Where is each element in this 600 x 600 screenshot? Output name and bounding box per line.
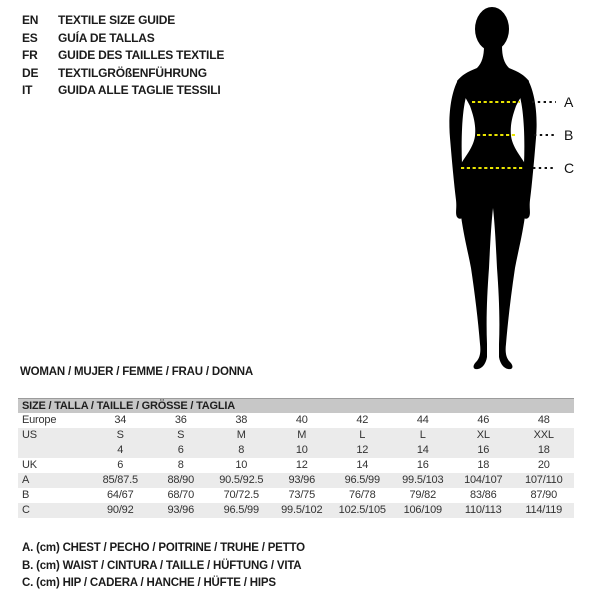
size-value: 110/113 [464, 504, 502, 516]
size-value: 12 [295, 459, 308, 471]
language-list [22, 12, 224, 100]
table-row-us [18, 428, 574, 443]
size-value: XXL [533, 429, 554, 441]
size-value: M [297, 429, 307, 441]
language-code: EN [22, 13, 39, 27]
size-value: S [116, 429, 124, 441]
size-value: 99.5/103 [402, 474, 444, 486]
size-value: 79/82 [409, 489, 437, 501]
language-label: TEXTILGRÖßENFÜHRUNG [58, 65, 207, 80]
language-label: GUIDA ALLE TAGLIE TESSILI [58, 83, 221, 97]
row-label: B [22, 489, 30, 501]
size-value: 10 [235, 459, 248, 471]
size-value: 44 [416, 414, 429, 426]
row-label: US [22, 429, 37, 441]
marker-label-a: A [564, 94, 574, 110]
size-value: 8 [238, 444, 245, 456]
marker-label-c: C [564, 160, 574, 176]
language-row-de [22, 65, 224, 83]
size-value: 16 [416, 459, 429, 471]
size-value: 88/90 [167, 474, 195, 486]
table-row-hip-c [18, 503, 574, 518]
size-chart-title: WOMAN / MUJER / FEMME / FRAU / DONNA [20, 366, 254, 378]
language-row-en [22, 12, 224, 30]
woman-silhouette-figure [420, 0, 600, 380]
size-value: 102.5/105 [338, 504, 386, 516]
size-value: 106/109 [403, 504, 442, 516]
size-value: 36 [174, 414, 187, 426]
size-value: XL [476, 429, 490, 441]
size-chart-header: SIZE / TALLA / TAILLE / GRÖSSE / TAGLIA [18, 398, 574, 413]
size-chart-table [18, 398, 574, 518]
row-label [18, 443, 90, 458]
language-row-es [22, 30, 224, 48]
size-value: 70/72.5 [223, 489, 259, 501]
size-value: L [359, 429, 366, 441]
marker-label-b: B [564, 127, 574, 143]
size-value: 34 [114, 414, 127, 426]
language-row-it [22, 82, 224, 100]
size-value: 96.5/99 [223, 504, 259, 516]
table-row-waist-b [18, 488, 574, 503]
row-label: Europe [22, 414, 57, 426]
size-value: 83/86 [469, 489, 497, 501]
size-value: 12 [356, 444, 369, 456]
row-label: A [22, 474, 30, 486]
size-value: 107/110 [524, 474, 563, 486]
size-value: 20 [537, 459, 550, 471]
legend-waist: B. (cm) WAIST / CINTURA / TAILLE / HÜFTUNG / VITA [22, 559, 302, 572]
size-value: 6 [177, 444, 184, 456]
table-row-europe [18, 413, 574, 428]
table-row-chest-a [18, 473, 574, 488]
size-value: 14 [356, 459, 369, 471]
size-value: 96.5/99 [344, 474, 380, 486]
size-value: M [236, 429, 246, 441]
size-value: 6 [117, 459, 124, 471]
legend-hip: C. (cm) HIP / CADERA / HANCHE / HÜFTE / HIPS [22, 577, 276, 589]
size-value: 18 [537, 444, 550, 456]
legend-chest: A. (cm) CHEST / PECHO / POITRINE / TRUHE / PETTO [22, 542, 305, 554]
size-value: 18 [477, 459, 490, 471]
language-code: IT [22, 83, 33, 97]
size-value: 73/75 [288, 489, 316, 501]
size-value: 93/96 [167, 504, 195, 516]
size-value: 87/90 [530, 489, 558, 501]
size-value: 38 [235, 414, 248, 426]
size-value: 16 [477, 444, 490, 456]
size-value: S [177, 429, 185, 441]
size-value: 10 [295, 444, 308, 456]
table-row-us-numeric [18, 443, 574, 458]
row-label: UK [22, 459, 37, 471]
language-label: TEXTILE SIZE GUIDE [58, 13, 176, 27]
language-code: ES [22, 30, 38, 45]
size-value: 14 [416, 444, 429, 456]
size-value: 93/96 [288, 474, 316, 486]
size-value: 104/107 [464, 474, 503, 486]
silhouette-head [475, 7, 509, 51]
size-value: 42 [356, 414, 369, 426]
size-value: 46 [477, 414, 490, 426]
size-value: 76/78 [348, 489, 376, 501]
language-label: GUÍA DE TALLAS [58, 30, 155, 45]
table-row-uk [18, 458, 574, 473]
size-value: 40 [295, 414, 308, 426]
size-value: 90/92 [106, 504, 134, 516]
language-row-fr [22, 47, 224, 65]
size-value: L [419, 429, 426, 441]
language-label: GUIDE DES TAILLES TEXTILE [58, 48, 225, 62]
size-value: 8 [177, 459, 184, 471]
size-value: 48 [537, 414, 550, 426]
measurement-legend [22, 540, 305, 593]
silhouette-body [457, 46, 529, 369]
language-code: FR [22, 48, 38, 62]
size-value: 114/119 [525, 504, 563, 516]
size-value: 99.5/102 [281, 504, 323, 516]
size-value: 68/70 [167, 489, 195, 501]
size-value: 85/87.5 [102, 474, 138, 486]
size-value: 64/67 [106, 489, 134, 501]
size-value: 4 [117, 444, 124, 456]
row-label: C [22, 504, 30, 516]
size-value: 90.5/92.5 [219, 474, 264, 486]
language-code: DE [22, 65, 39, 80]
